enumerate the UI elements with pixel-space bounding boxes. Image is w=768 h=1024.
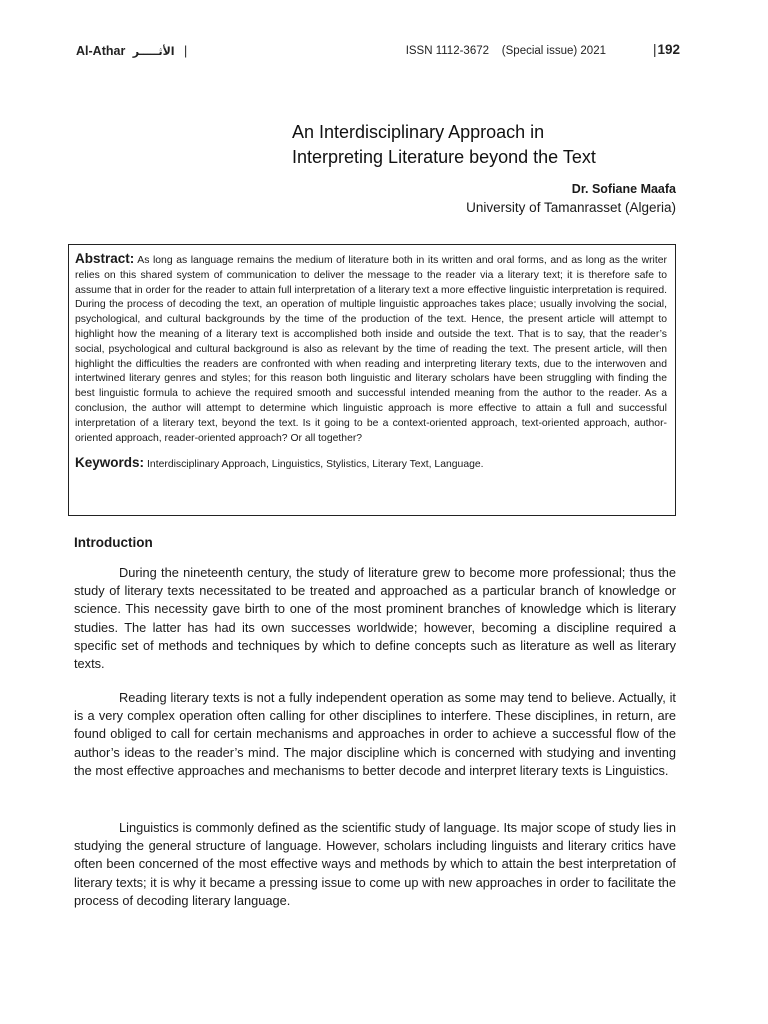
introduction-heading: Introduction [74, 535, 153, 550]
keywords-text: Interdisciplinary Approach, Linguistics, Stylistics, Literary Text, Language. [147, 459, 484, 471]
title-line-1: An Interdisciplinary Approach in [292, 122, 545, 142]
issn-info [406, 45, 606, 57]
author-name: Dr. Sofiane Maafa [571, 182, 676, 196]
paper-title [292, 120, 692, 170]
paragraph-2: Reading literary texts is not a fully independent operation as some may tend to believe. Actually, it is a very complex operation often calling for other disciplines to interfere. These disciplines, in return, are found obliged to call for certain mechanisms and approaches in order to achieve a successful flow of the author’s ideas to the reader’s mind. The major discipline which is concerned with studying and inventing the most effective approaches and mechanisms to better decode and interpret literary texts is Linguistics. [74, 690, 676, 778]
paragraph-1: During the nineteenth century, the study of literature grew to become more professional; thus the study of literary texts necessitated to be treated and approached as a particular branch of knowledge or science. This necessity gave birth to one of the most prominent branches of knowledge which is literary studies. The latter has had its own successes worldwide; however, becoming a discipline required a specific set of methods and techniques by which to define concepts such as literature as well as literary texts. [74, 565, 676, 672]
page-number-value: 192 [657, 42, 680, 57]
paragraph-3: Linguistics is commonly defined as the scientific study of language. Its major scope of study lies in studying the general structure of language. However, scholars including linguists and literary critics have often been concerned of the most effective ways and methods by which to attain the best interpretation of literary texts; it is why it became a pressing issue to come up with new approaches in order to facilitate the process of decoding literary language. [74, 820, 676, 908]
issn: ISSN 1112-3672 [405, 45, 490, 57]
author-affiliation: University of Tamanrasset (Algeria) [466, 200, 676, 215]
journal-title: Al-Athar [76, 44, 126, 58]
journal-name [76, 44, 187, 58]
keywords [75, 455, 667, 470]
abstract [75, 252, 667, 446]
abstract-text: As long as language remains the medium of literature both in its written and oral forms, and as long as the writer relies on this shared system of communication to deliver the message to the reader via a literary text; it is therefore safe to assume that in order for the reader to attain full interpretation of a literary text a more effective linguistic interpretation is required. During the process of decoding the text, an operation of multiple linguistic approaches takes place; usually involving the social, psychological, and cultural backgrounds by the time of the production of the text. Hence, the present article will attempt to highlight how the meaning of a literary text is accomplished both inside and outside the text. That is to say, that the reader’s social, psychological and cultural background is also as relevant by the time of reading the text. The present article, will then highlight the difficulties the readers are confronted with when reading and interpreting literary texts, due to the interwoven and intertwined literary genres and styles; for this reason both linguistic and literary scholars have been struggling with finding the best linguistic formula to achieve the required smooth and successful intended meaning from the author to the reader. As a conclusion, the author will attempt to determine which linguistic approach is more effective to attain a full and successful interpretation of a literary text, beyond the text. Is it going to be a context-oriented approach, text-oriented approach, author-oriented approach, reader-oriented approach? Or all together? [75, 255, 667, 444]
journal-title-arabic: الأثـــــر [132, 45, 175, 58]
title-line-2: Interpreting Literature beyond the Text [292, 147, 596, 167]
keywords-label: Keywords: [75, 455, 145, 471]
running-header [76, 42, 680, 62]
abstract-label: Abstract: [75, 251, 135, 266]
abstract-box [68, 244, 676, 516]
issue-info: (Special issue) 2021 [501, 45, 606, 57]
page-number [653, 42, 680, 57]
page-number-separator: | [652, 42, 657, 57]
header-separator: | [184, 44, 188, 58]
